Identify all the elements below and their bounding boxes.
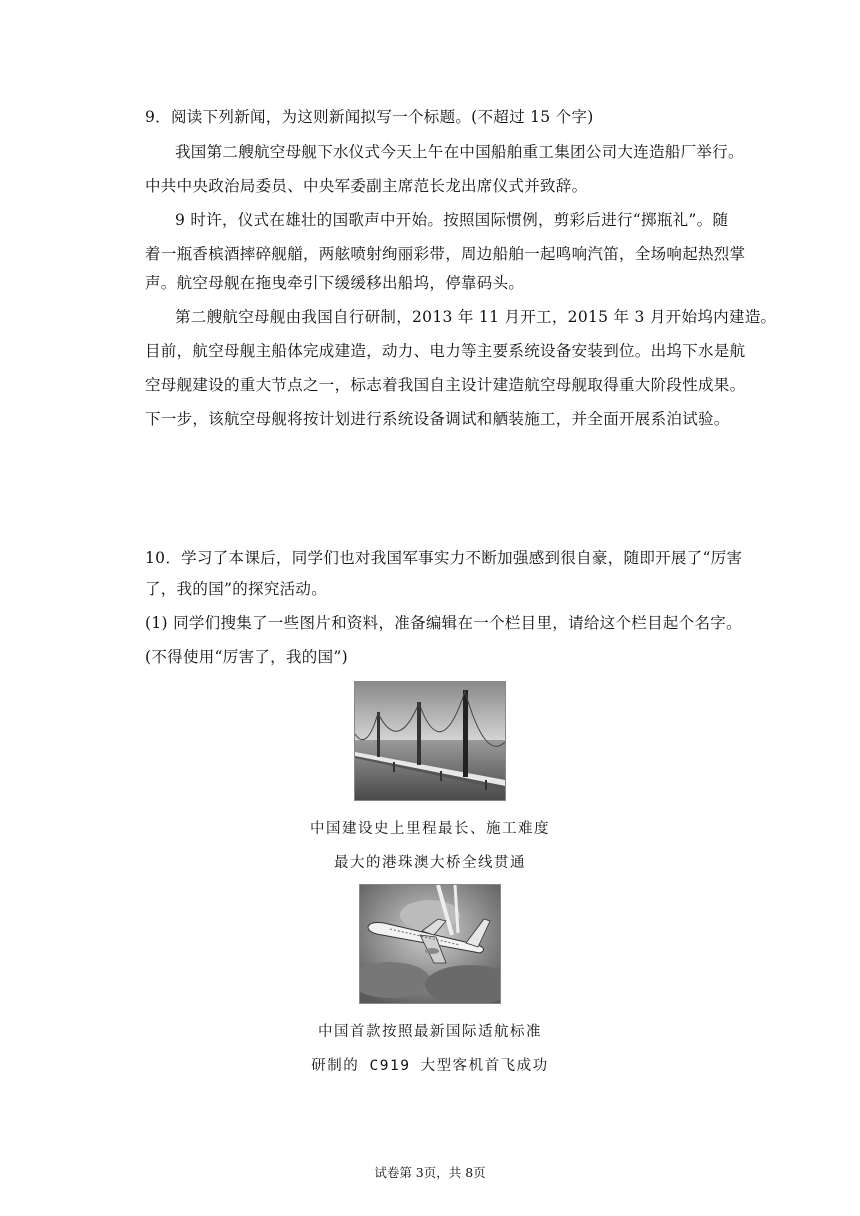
news-paragraph-line: 声。航空母舰在拖曳牵引下缓缓移出船坞，停靠码头。 — [145, 274, 525, 292]
question-10-prompt: 10．学习了本课后，同学们也对我国军事实力不断加强感到很自豪，随即开展了“厉害 — [145, 549, 743, 567]
news-paragraph-line: 我国第二艘航空母舰下水仪式今天上午在中国船舶重工集团公司大连造船厂举行。 — [175, 143, 744, 161]
news-paragraph-line: 下一步，该航空母舰将按计划进行系统设备调试和舾装施工，并全面开展系泊试验。 — [145, 410, 730, 428]
question-10-prompt-cont: 了，我的国”的探究活动。 — [145, 580, 328, 598]
sub-question-1-note: (不得使用“厉害了，我的国”) — [145, 648, 348, 666]
page-footer: 试卷第 3页，共 8页 — [374, 1165, 486, 1180]
sub-question-1: (1) 同学们搜集了一些图片和资料，准备编辑在一个栏目里，请给这个栏目起个名字。 — [145, 614, 742, 632]
airplane-photo — [359, 884, 501, 1004]
news-paragraph-line: 第二艘航空母舰由我国自行研制，2013 年 11 月开工，2015 年 3 月开始坞内建造。 — [175, 308, 777, 326]
figure-1-caption-cont: 最大的港珠澳大桥全线贯通 — [334, 855, 526, 871]
figure-1-caption: 中国建设史上里程最长、施工难度 — [310, 821, 550, 837]
news-paragraph-line: 中共中央政治局委员、中央军委副主席范长龙出席仪式并致辞。 — [145, 177, 588, 195]
figure-2-caption-cont: 研制的 C919 大型客机首飞成功 — [311, 1058, 549, 1074]
bridge-photo — [354, 681, 506, 801]
news-paragraph-line: 着一瓶香槟酒摔碎舰艏，两舷喷射绚丽彩带，周边船舶一起鸣响汽笛，全场响起热烈掌 — [145, 245, 746, 263]
news-paragraph-line: 目前，航空母舰主船体完成建造，动力、电力等主要系统设备安装到位。出坞下水是航 — [145, 342, 746, 360]
news-paragraph-line: 9 时许，仪式在雄壮的国歌声中开始。按照国际惯例，剪彩后进行“掷瓶礼”。随 — [175, 211, 729, 229]
figure-2-caption: 中国首款按照最新国际适航标准 — [318, 1024, 542, 1040]
news-paragraph-line: 空母舰建设的重大节点之一，标志着我国自主设计建造航空母舰取得重大阶段性成果。 — [145, 376, 746, 394]
question-9-prompt: 9．阅读下列新闻，为这则新闻拟写一个标题。(不超过 15 个字) — [145, 108, 594, 126]
